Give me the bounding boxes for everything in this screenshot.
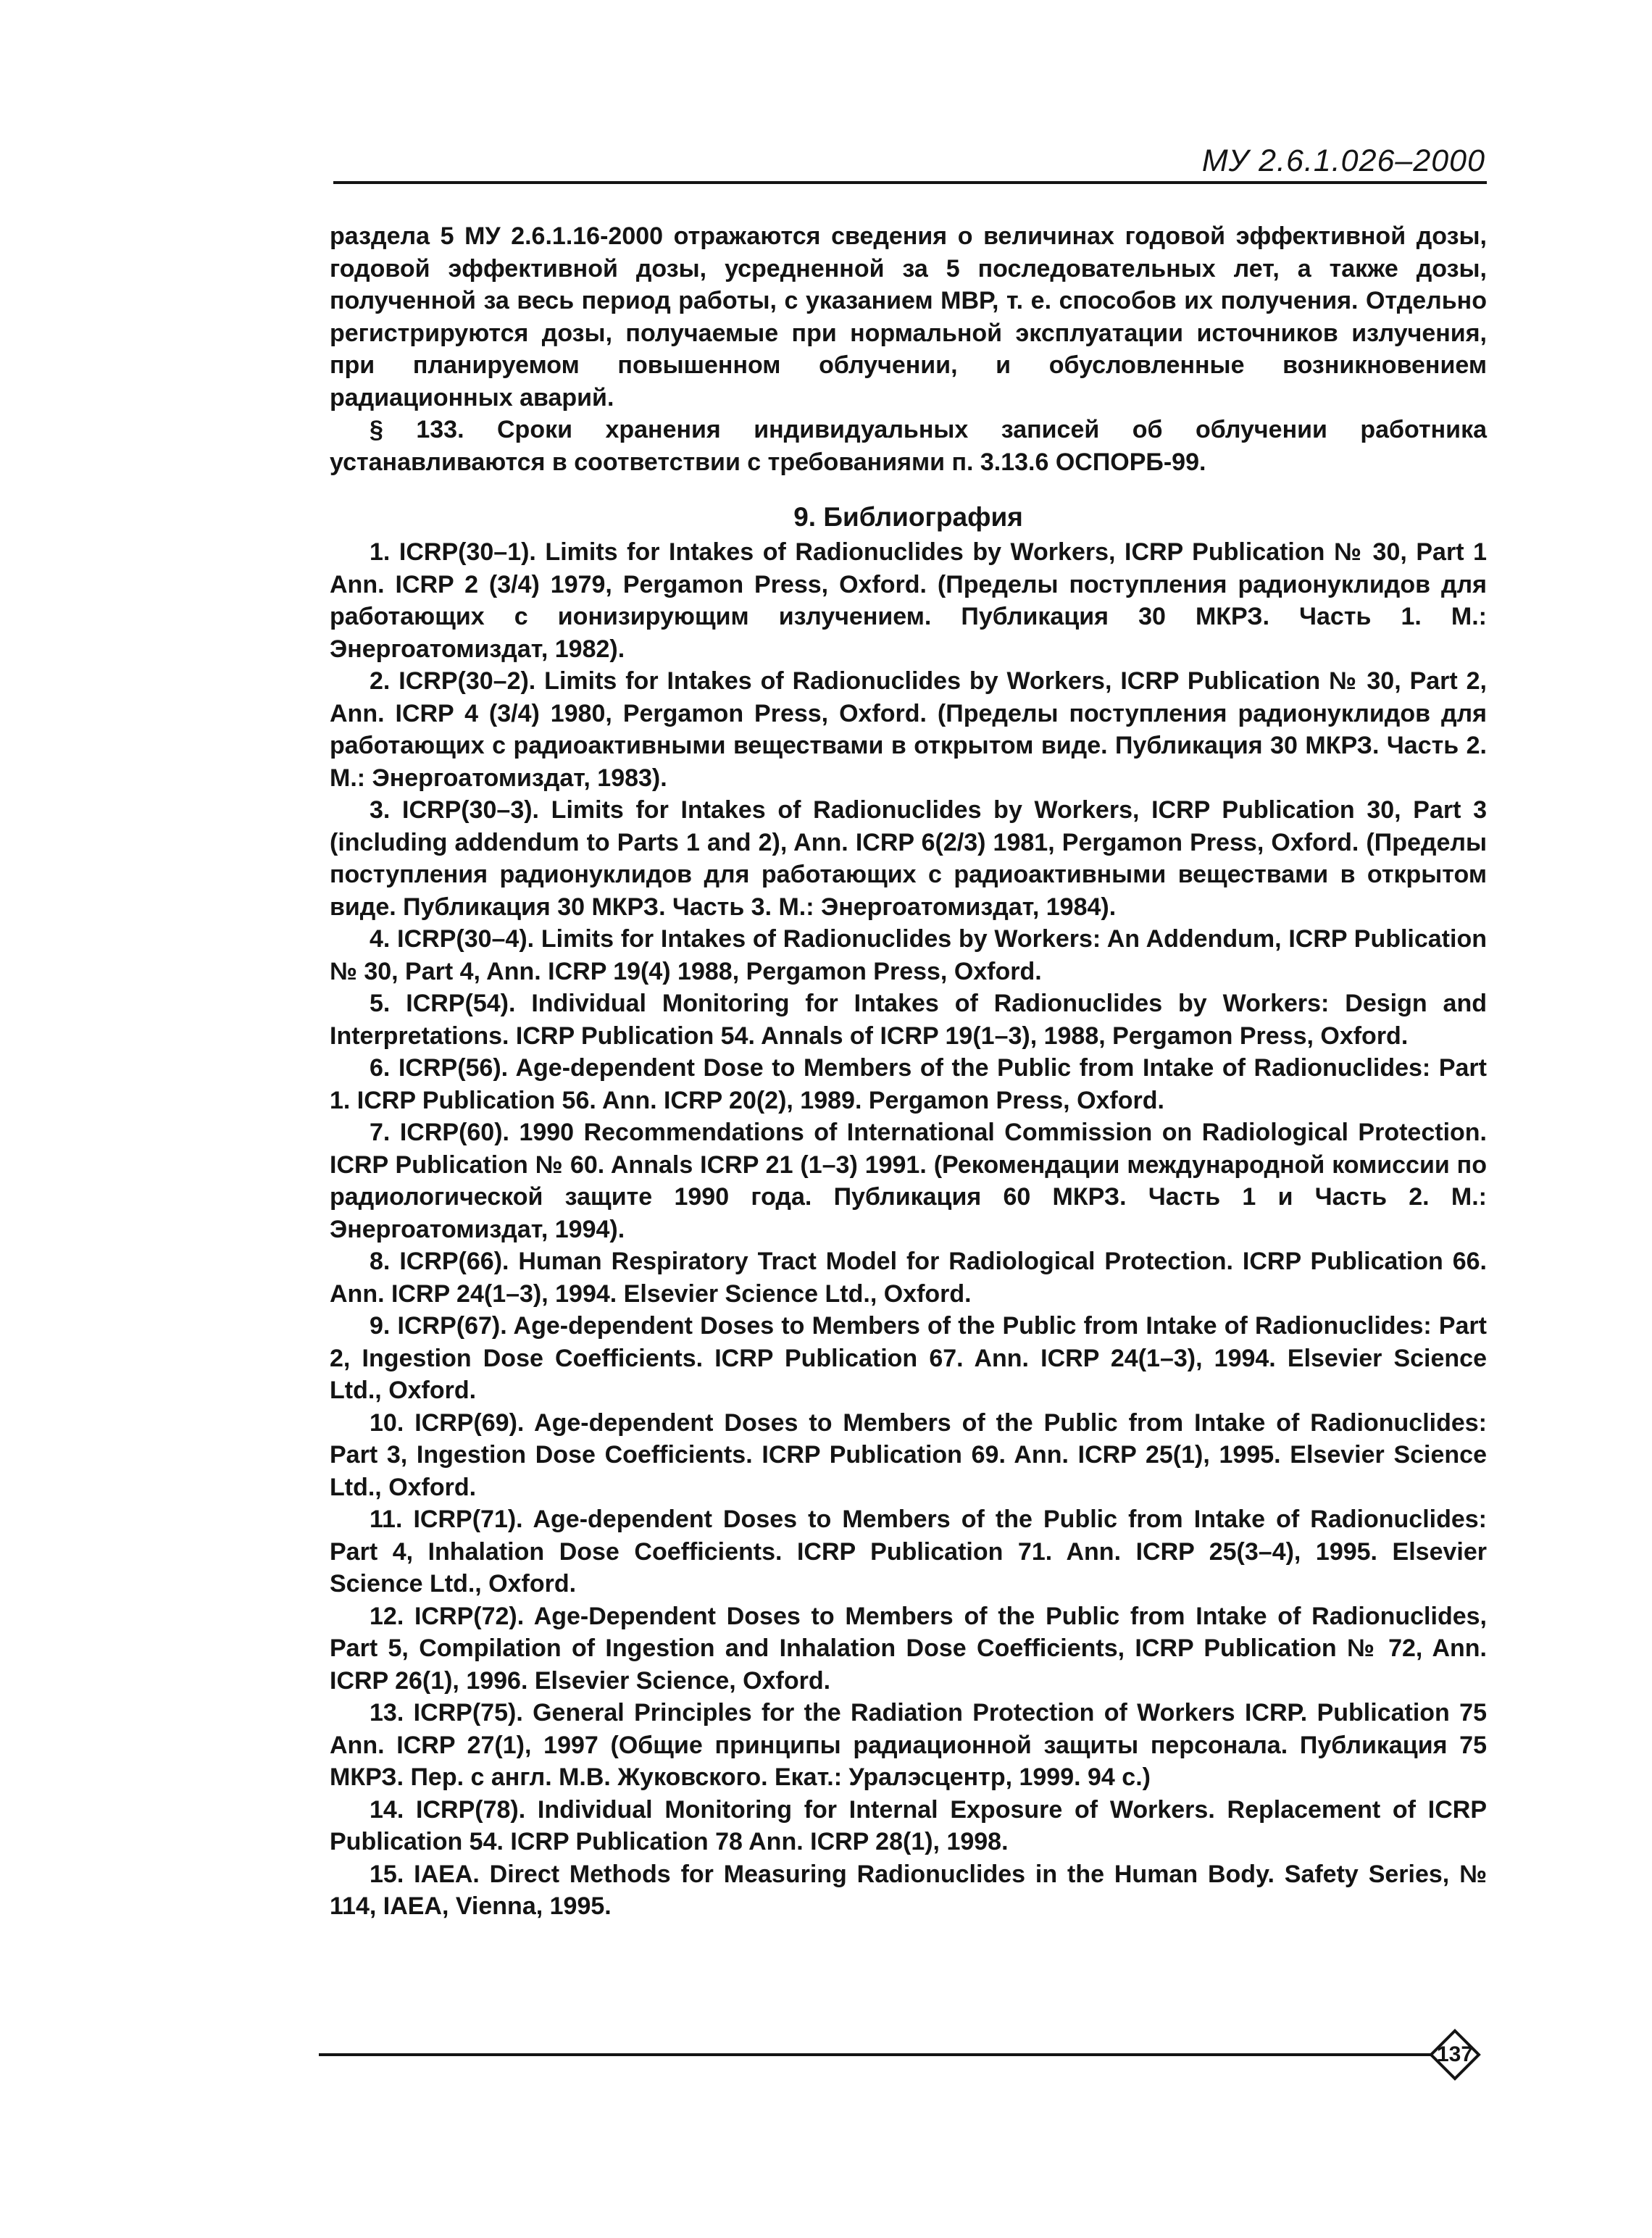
bibliography-item: 3. ICRP(30–3). Limits for Intakes of Radionuclides by Workers, ICRP Publication 30, Part 3 (including addendum to Parts 1 and 2), Ann. ICRP 6(2/3) 1981, Pergamon Press, Oxford. (Пределы поступления радионуклидов для работающих с радиоактивными веществами в открытом виде. Публикация 30 МКРЗ. Часть 3. М.: Энергоатомиздат, 1984).: [330, 796, 1487, 921]
bibliography-item: 12. ICRP(72). Age-Dependent Doses to Members of the Public from Intake of Radionuclides, Part 5, Compilation of Ingestion and Inhalation Dose Coefficients, ICRP Publication № 72, Ann. ICRP 26(1), 1996. Elsevier Science, Oxford.: [330, 1602, 1487, 1695]
bibliography-item: 11. ICRP(71). Age-dependent Doses to Members of the Public from Intake of Radionuclides: Part 4, Inhalation Dose Coefficients. ICRP Publication 71. Ann. ICRP 25(3–4), 1995. Elsevier Science Ltd., Oxford.: [330, 1506, 1487, 1598]
bibliography-item: 9. ICRP(67). Age-dependent Doses to Members of the Public from Intake of Radionuclides: Part 2, Ingestion Dose Coefficients. ICRP Publication 67. Ann. ICRP 24(1–3), 1994. Elsevier Science Ltd., Oxford.: [330, 1312, 1487, 1404]
bibliography-list: [330, 536, 1487, 1923]
bibliography-item: 10. ICRP(69). Age-dependent Doses to Members of the Public from Intake of Radionuclides: Part 3, Ingestion Dose Coefficients. ICRP Publication 69. Ann. ICRP 25(1), 1995. Elsevier Science Ltd., Oxford.: [330, 1408, 1487, 1501]
page-body: [330, 220, 1487, 1923]
bibliography-item: 4. ICRP(30–4). Limits for Intakes of Radionuclides by Workers: An Addendum, ICRP Publication № 30, Part 4, Ann. ICRP 19(4) 1988, Pergamon Press, Oxford.: [330, 925, 1487, 985]
bibliography-item: 13. ICRP(75). General Principles for the Radiation Protection of Workers ICRP. Publication 75 Ann. ICRP 27(1), 1997 (Общие принципы радиационной защиты персонала. Публикация 75 МКРЗ. Пер. с англ. М.В. Жуковского. Екат.: Уралэсцентр, 1999. 94 с.): [330, 1699, 1487, 1791]
bibliography-item: 5. ICRP(54). Individual Monitoring for Intakes of Radionuclides by Workers: Design and Interpretations. ICRP Publication 54. Annals of ICRP 19(1–3), 1988, Pergamon Press, Oxford.: [330, 990, 1487, 1050]
bibliography-item: 14. ICRP(78). Individual Monitoring for Internal Exposure of Workers. Replacement of ICRP Publication 54. ICRP Publication 78 Ann. ICRP 28(1), 1998.: [330, 1795, 1487, 1855]
section-title-bibliography: 9. Библиография: [793, 502, 1023, 532]
intro-paragraph-1: раздела 5 МУ 2.6.1.16-2000 отражаются сведения о величинах годовой эффективной дозы, годовой эффективной дозы, усредненной за 5 последовательных лет, а также дозы, полученной за весь период работы, с указанием МВР, т. е. способов их получения. Отдельно регистрируются дозы, получаемые при нормальной эксплуатации источников излучения, при планируемом повышенном облучении, и обусловленные возникновением радиационных аварий.: [330, 222, 1487, 412]
bibliography-item: 7. ICRP(60). 1990 Recommendations of International Commission on Radiological Protection. ICRP Publication № 60. Annals ICRP 21 (1–3) 1991. (Рекомендации международной комиссии по радиологической защите 1990 года. Публикация 60 МКРЗ. Часть 1 и Часть 2. М.: Энергоатомиздат, 1994).: [330, 1119, 1487, 1243]
intro-paragraph-2: § 133. Сроки хранения индивидуальных записей об облучении работника устанавливаются в соответствии с требованиями п. 3.13.6 ОСПОРБ-99.: [330, 416, 1487, 476]
bibliography-item: 15. IAEA. Direct Methods for Measuring Radionuclides in the Human Body. Safety Series, № 114, IAEA, Vienna, 1995.: [330, 1860, 1487, 1920]
bibliography-item: 8. ICRP(66). Human Respiratory Tract Model for Radiological Protection. ICRP Publication 66. Ann. ICRP 24(1–3), 1994. Elsevier Science Ltd., Oxford.: [330, 1248, 1487, 1308]
running-header: МУ 2.6.1.026–2000: [1201, 143, 1485, 178]
page-number-badge: [1429, 2029, 1481, 2081]
footer-rule: [319, 2053, 1431, 2056]
bibliography-item: 6. ICRP(56). Age-dependent Dose to Members of the Public from Intake of Radionuclides: Part 1. ICRP Publication 56. Ann. ICRP 20(2), 1989. Pergamon Press, Oxford.: [330, 1054, 1487, 1114]
bibliography-item: 1. ICRP(30–1). Limits for Intakes of Radionuclides by Workers, ICRP Publication № 30, Part 1 Ann. ICRP 2 (3/4) 1979, Pergamon Press, Oxford. (Пределы поступления радионуклидов для работающих с ионизирующим излучением. Публикация 30 МКРЗ. Часть 1. М.: Энергоатомиздат, 1982).: [330, 538, 1487, 663]
header-rule: [333, 181, 1487, 184]
page-number: 137: [1436, 2042, 1474, 2066]
bibliography-item: 2. ICRP(30–2). Limits for Intakes of Radionuclides by Workers, ICRP Publication № 30, Part 2, Ann. ICRP 4 (3/4) 1980, Pergamon Press, Oxford. (Пределы поступления радионуклидов для работающих с радиоактивными веществами в открытом виде. Публикация 30 МКРЗ. Часть 2. М.: Энергоатомиздат, 1983).: [330, 667, 1487, 792]
